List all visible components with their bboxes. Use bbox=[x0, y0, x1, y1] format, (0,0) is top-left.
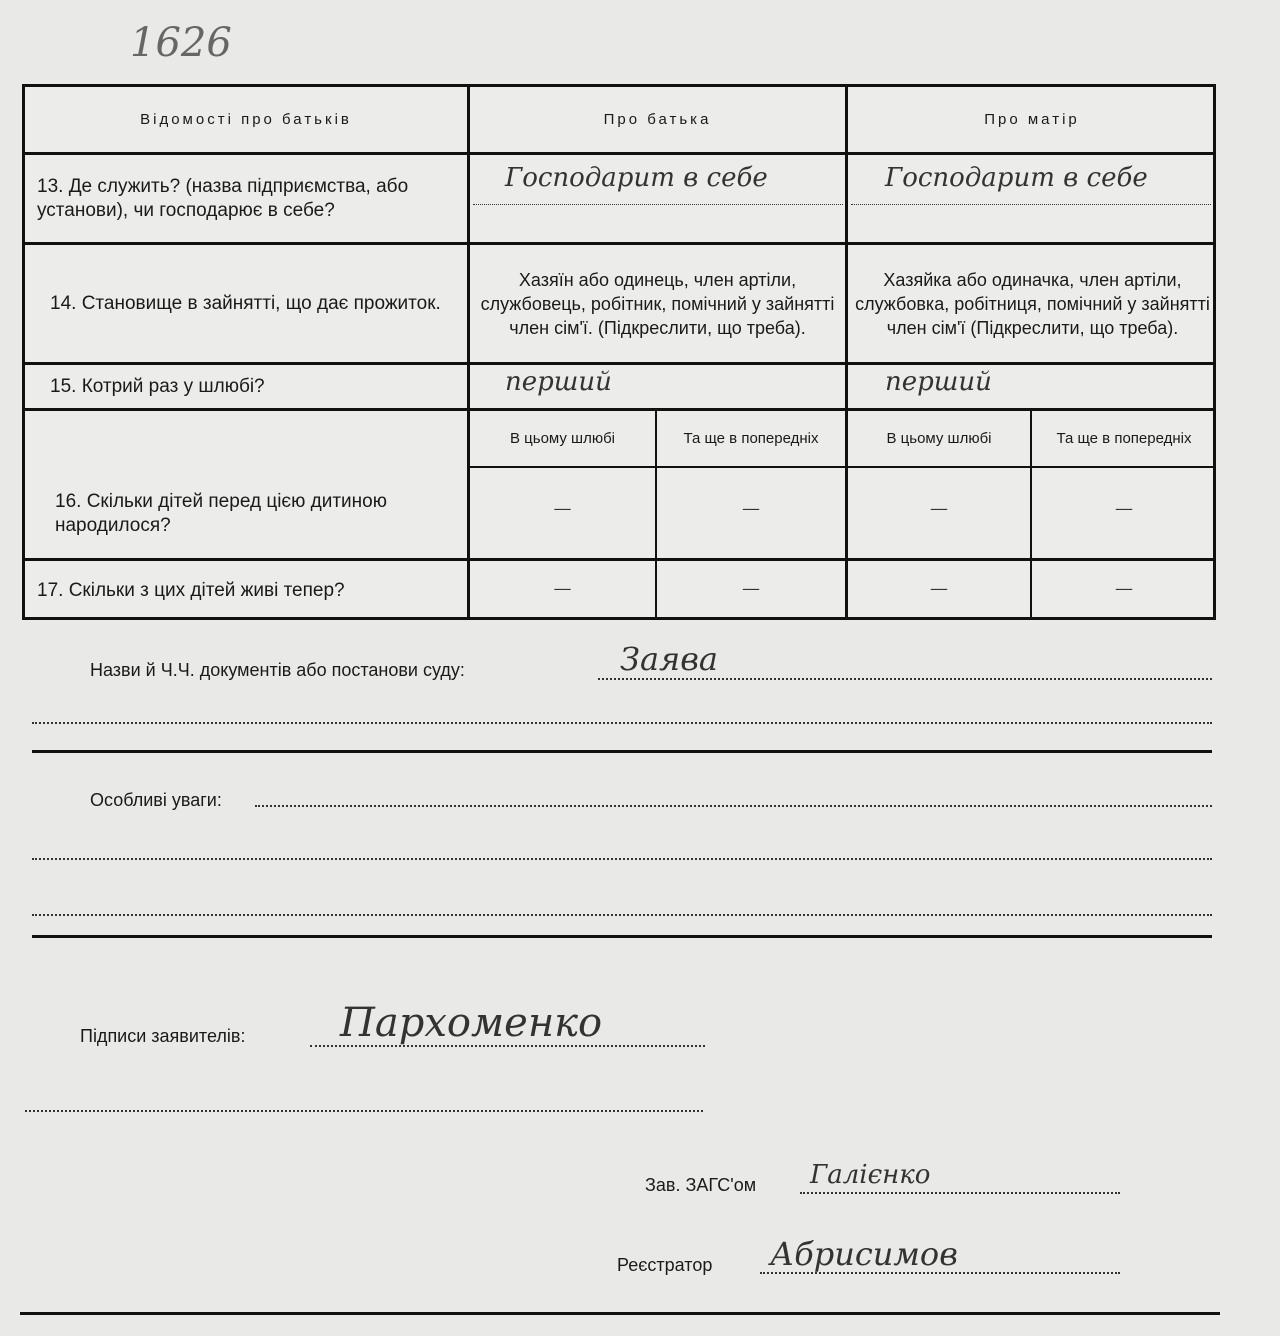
head-label: Зав. ЗАГС'ом bbox=[645, 1175, 757, 1195]
question-13: 13. Де служить? (назва підприємства, або установи), чи господарює в себе? bbox=[37, 175, 409, 221]
question-14: 14. Становище в зайнятті, що дає прожиток. bbox=[50, 292, 441, 314]
subheader-mother-this: В цьому шлюбі bbox=[886, 430, 992, 447]
documents-value: Заява bbox=[620, 640, 718, 678]
header-father: Про батька bbox=[603, 110, 712, 128]
children-before-mother-prev: — bbox=[1115, 498, 1133, 519]
children-alive-mother-prev: — bbox=[1115, 578, 1133, 599]
header-parents-info: Відомості про батьків bbox=[140, 110, 352, 128]
documents-label: Назви й Ч.Ч. документів або постанови суду: bbox=[90, 660, 465, 680]
registrar-label: Реєстратор bbox=[617, 1255, 713, 1275]
father-workplace: Господарит в себе bbox=[505, 163, 768, 193]
notes-label: Особливі уваги: bbox=[90, 790, 222, 810]
page-number: 1626 bbox=[130, 20, 232, 66]
children-before-father-prev: — bbox=[742, 498, 760, 519]
children-before-father-this: — bbox=[553, 498, 572, 519]
subheader-father-this: В цьому шлюбі bbox=[509, 430, 616, 447]
subheader-mother-prev: Та ще в попередніх bbox=[1056, 430, 1192, 447]
signatures-label: Підписи заявителів: bbox=[80, 1026, 246, 1046]
question-17: 17. Скільки з цих дітей живі тепер? bbox=[37, 579, 345, 601]
question-15: 15. Котрий раз у шлюбі? bbox=[50, 375, 265, 397]
parents-info-table bbox=[22, 84, 1216, 620]
mother-workplace: Господарит в себе bbox=[885, 163, 1148, 193]
head-signature: Галієнко bbox=[810, 1160, 931, 1190]
header-mother: Про матір bbox=[984, 110, 1080, 128]
subheader-father-prev: Та ще в попередніх bbox=[683, 430, 819, 447]
applicant-signature: Пархоменко bbox=[340, 1000, 603, 1046]
children-alive-father-this: — bbox=[553, 578, 572, 599]
children-alive-father-prev: — bbox=[742, 578, 760, 599]
father-occupation-status: Хазяїн або одинець, член артіли, службовець, робітник, помічний у зайнятті член сім'ї. (Підкреслити, що треба). bbox=[480, 269, 835, 338]
question-16: 16. Скільки дітей перед цією дитиною народилося? bbox=[55, 490, 387, 536]
children-before-mother-this: — bbox=[930, 498, 948, 519]
father-marriage-count: перший bbox=[505, 367, 612, 397]
mother-marriage-count: перший bbox=[885, 367, 992, 397]
mother-occupation-status: Хазяйка або одиначка, член артіли, службовка, робітниця, помічний у зайнятті член сім'ї (Підкреслити, що треба). bbox=[855, 269, 1210, 338]
children-alive-mother-this: — bbox=[930, 578, 948, 599]
registrar-signature: Абрисимов bbox=[770, 1235, 958, 1273]
